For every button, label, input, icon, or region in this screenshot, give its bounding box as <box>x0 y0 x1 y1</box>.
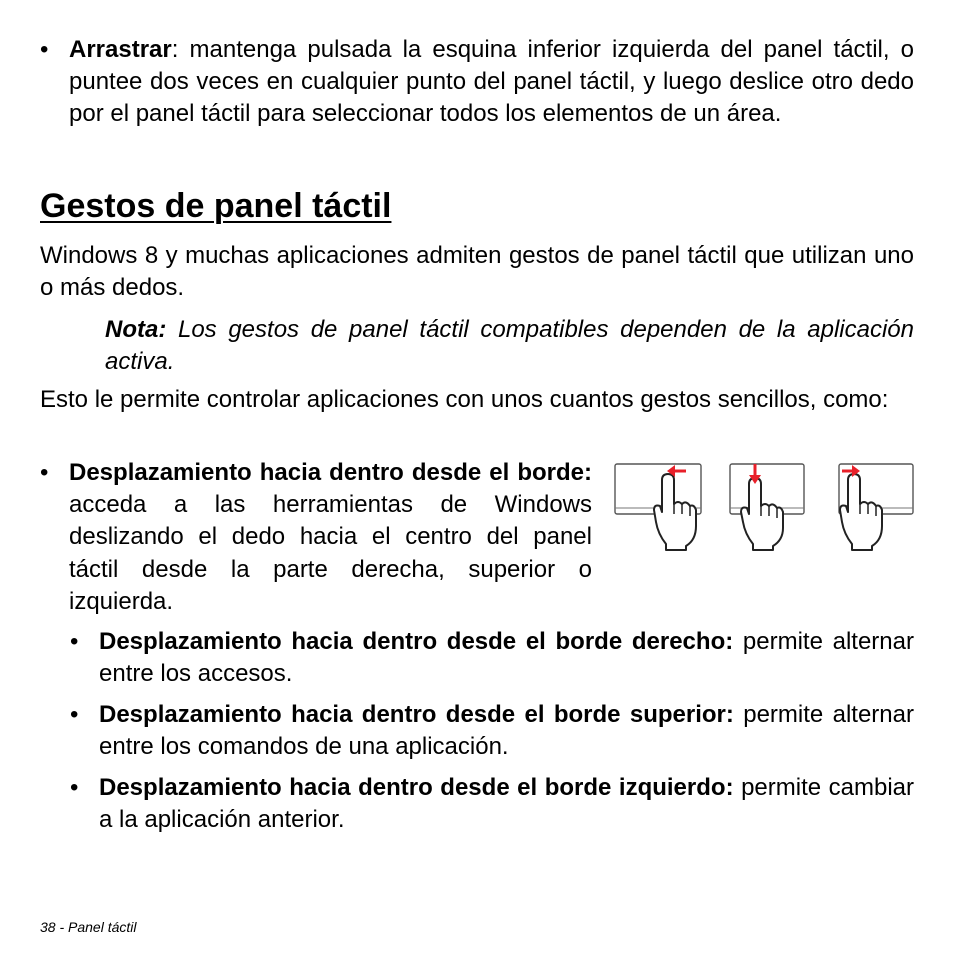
bullet-marker: • <box>40 459 49 486</box>
swipe-from-left-icon <box>836 460 916 552</box>
sub-item-right <box>99 626 914 690</box>
swipe-from-right-icon <box>612 460 704 552</box>
sub-bullet-marker: • <box>70 701 79 728</box>
sub-item-right-text: permite alternar entre los accesos. <box>99 628 914 688</box>
sub-item-left-term: Desplazamiento hacia dentro desde el borde izquierdo: <box>99 774 734 801</box>
sub-item-left <box>99 772 914 836</box>
sub-item-top <box>99 699 914 763</box>
arrastrar-term: Arrastrar <box>69 36 172 63</box>
swipe-from-top-icon <box>727 460 807 552</box>
sub-item-top-term: Desplazamiento hacia dentro desde el borde superior: <box>99 701 734 728</box>
arrastrar-text: : mantenga pulsada la esquina inferior izquierda del panel táctil, o puntee dos veces en cualquier punto del panel táctil, y luego deslice otro dedo por el panel táctil para seleccionar todos los elementos de un área. <box>69 36 914 128</box>
page-footer: 38 - Panel táctil <box>40 919 137 935</box>
note-label: Nota: <box>105 316 167 343</box>
arrastrar-paragraph <box>69 34 914 131</box>
edge-swipe-term: Desplazamiento hacia dentro desde el borde: <box>69 459 592 486</box>
allows-paragraph: Esto le permite controlar aplicaciones con unos cuantos gestos sencillos, como: <box>40 386 889 413</box>
section-title: Gestos de panel táctil <box>40 187 392 225</box>
note-paragraph <box>105 314 914 378</box>
edge-swipe-paragraph <box>69 457 592 618</box>
intro-paragraph: Windows 8 y muchas aplicaciones admiten gestos de panel táctil que utilizan uno o más dedos. <box>40 242 914 302</box>
edge-swipe-text: acceda a las herramientas de Windows deslizando el dedo hacia el centro del panel táctil desde la parte derecha, superior o izquierda. <box>69 491 592 615</box>
sub-item-right-term: Desplazamiento hacia dentro desde el borde derecho: <box>99 628 734 655</box>
sub-item-left-text: permite cambiar a la aplicación anterior. <box>99 774 914 834</box>
sub-bullet-marker: • <box>70 774 79 801</box>
sub-item-top-text: permite alternar entre los comandos de una aplicación. <box>99 701 914 761</box>
sub-bullet-marker: • <box>70 628 79 655</box>
note-text: Los gestos de panel táctil compatibles dependen de la aplicación activa. <box>105 316 914 376</box>
bullet-marker: • <box>40 36 49 63</box>
